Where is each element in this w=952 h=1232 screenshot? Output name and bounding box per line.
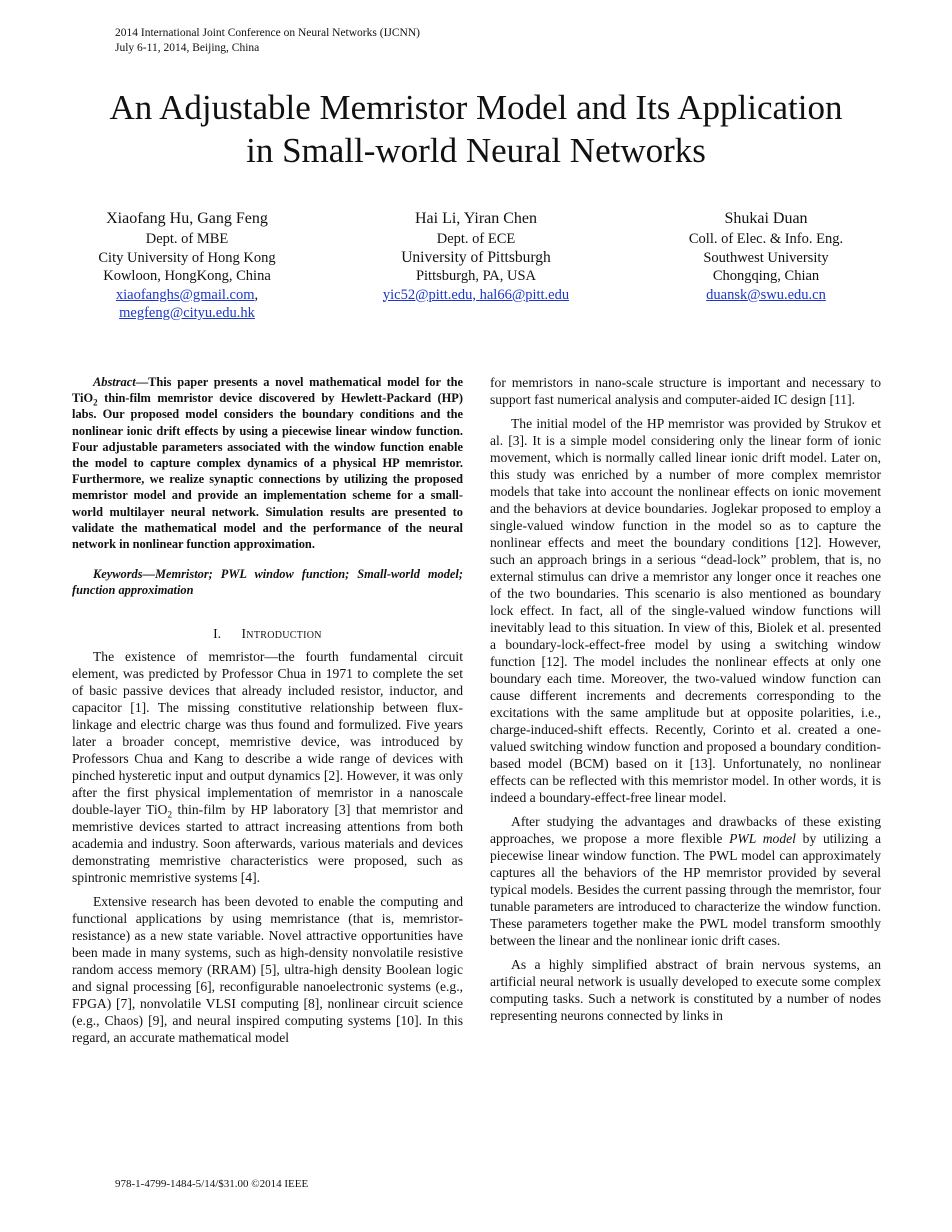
right-column: [490, 374, 881, 1031]
section-title: Introduction: [241, 625, 322, 641]
author-dept: Dept. of MBE: [145, 231, 229, 247]
paper-title: [40, 86, 912, 172]
author-email-link[interactable]: megfeng@cityu.edu.hk: [119, 305, 255, 321]
author-block-3: [644, 208, 888, 304]
abstract: [72, 374, 463, 552]
author-dept: Coll. of Elec. & Info. Eng.: [688, 231, 844, 247]
keywords: Keywords—Memristor; PWL window function; Small-world model; function approximation: [72, 567, 463, 598]
paragraph: [72, 648, 463, 886]
author-affiliation: University of Pittsburgh: [401, 248, 551, 266]
paragraph: [490, 813, 881, 949]
paragraph-text: The existence of memristor—the fourth fundamental circuit element, was predicted by Professor Chua in 1971 to complete the set of basic passive devices that already included resistor, inductor, and capacitor [1]. The missing constitutive relationship between flux-linkage and electric charge was thus found and formulized. Five years later a broader concept, memristive device, was introduced by Professors Chua and Kang to describe a wide range of devices with pinched hysteretic input and output dynamics [2]. However, it was only after the first physical implementation of memristor in a nanoscale double-layer TiO: [72, 648, 463, 817]
subscript: 2: [93, 397, 98, 408]
author-affiliation: Southwest University: [703, 249, 829, 266]
author-email-link[interactable]: yic52@pitt.edu, hal66@pitt.edu: [382, 286, 570, 303]
title-line-1: An Adjustable Memristor Model and Its Application: [109, 88, 843, 127]
left-column: [72, 374, 463, 1053]
author-block-1: [70, 208, 304, 323]
emphasis: PWL model: [729, 831, 796, 846]
paragraph: Extensive research has been devoted to enable the computing and functional applications by using memristance (that is, memristor-resistance) as a new state variable. Novel attractive opportunities have been made in many systems, such as high-density nonvolatile resistive random access memory (RRAM) [5], ultra-high density Boolean logic and signal processing [6], reconfigurable nanoelectronic systems (e.g., FPGA) [7], nonvolatile VLSI computing [8], nonlinear circuit science (e.g., Chaos) [9], and neural inspired computing systems [10]. In this regard, an accurate mathematical model: [72, 893, 463, 1045]
abstract-label: Abstract: [93, 375, 136, 389]
paragraph-text: by utilizing a piecewise linear window function. The PWL model can approximately captures all the behaviors of the HP memristor provided by several typical models. Besides the current passing through the memristor, four tunable parameters are introduced to characterize the window function. These parameters together make the PWL model transform smoothly between the linear and the nonlinear ionic drift cases.: [490, 831, 881, 948]
abstract-text: thin-film memristor device discovered by Hewlett-Packard (HP) labs. Our proposed model considers the boundary conditions and the nonlinear ionic drift effects by using a piecewise linear window function. Four adjustable parameters associated with the window function enable the model to capture complex dynamics of a physical HP memristor. Furthermore, we realize synaptic connections by utilizing the proposed memristor model and provide an implementation scheme for a small-world multilayer neural network. Simulation results are presented to validate the mathematical model and the performance of the neural network in nonlinear function approximation.: [72, 391, 463, 552]
paragraph: for memristors in nano-scale structure is important and necessary to support fast numerical analysis and computer-aided IC design [11].: [490, 375, 881, 407]
abstract-text: This paper presents a novel mathematical model for the TiO: [72, 375, 463, 406]
author-location: Chongqing, Chian: [712, 268, 820, 284]
author-affiliation: City University of Hong Kong: [98, 249, 276, 266]
author-dept: Dept. of ECE: [436, 231, 516, 247]
subscript: 2: [167, 809, 172, 820]
section-heading: [72, 625, 463, 642]
author-email-link[interactable]: duansk@swu.edu.cn: [706, 286, 826, 303]
email-separator: ,: [254, 286, 259, 303]
copyright-footer: 978-1-4799-1484-5/14/$31.00 ©2014 IEEE: [115, 1178, 309, 1190]
abstract-dash: —: [135, 375, 149, 389]
paragraph-text: After studying the advantages and drawbacks of these existing approaches, we propose a more flexible: [490, 814, 881, 846]
section-number: I.: [213, 625, 222, 641]
author-location: Kowloon, HongKong, China: [103, 268, 271, 284]
author-location: Pittsburgh, PA, USA: [415, 268, 537, 284]
author-names: Hai Li, Yiran Chen: [414, 210, 538, 227]
author-names: Xiaofang Hu, Gang Feng: [106, 210, 268, 227]
paragraph: As a highly simplified abstract of brain nervous systems, an artificial neural network is usually developed to execute some complex computing tasks. Such a network is constituted by a number of nodes representing neurons connected by links in: [490, 957, 881, 1023]
title-line-2: in Small-world Neural Networks: [246, 131, 706, 170]
author-email-link[interactable]: xiaofanghs@gmail.com: [115, 286, 255, 303]
paragraph: The initial model of the HP memristor was provided by Strukov et al. [3]. It is a simple model considering only the linear form of ionic movement, which is normally called linear ionic drift model. Later on, this study was enriched by a number of more complex memristor models that take into account the nonlinear effects on ionic movement and the behaviors at device boundaries. Joglekar proposed to employ a single-valued window function in the model so as to capture the nonlinear effects and meet the boundary conditions [12]. However, such an approach brings in a serious “dead-lock” problem, that is, no external stimulus can drive a memristor any longer once it reaches one of the two boundaries. This scenario is also mentioned as boundary lock effect. In fact, all of the single-valued window functions will inevitably lead to this situation. In view of this, Biolek et al. presented a boundary-lock-effect-free model by using a switching window function [12]. The model includes the nonlinear effects at only one boundary each time. Moreover, the two-valued window function can cause different increments and decrements corresponding to the excitations with the same amplitude but at opposite polarities, i.e., charge-induced-shift effects. Recently, Corinto et al. created a one-valued switching window function and proposed a boundary condition-based model (BCM) based on it [13]. Unfortunately, no nonlinear effects can be reflected with this memristor model. In other words, it is indeed a boundary-effect-free linear model.: [490, 416, 881, 805]
conference-name: 2014 International Joint Conference on Neural Networks (IJCNN): [115, 27, 420, 39]
author-names: Shukai Duan: [724, 210, 808, 227]
conference-dates: July 6-11, 2014, Beijing, China: [115, 42, 260, 54]
conference-header: [115, 26, 420, 56]
paragraph-text: thin-film by HP laboratory [3] that memristor and memristive devices started to attract increasing attentions from both academia and industry. Soon afterwards, various materials and devices demonstrating memristive characteristics were proposed, such as spintronic memristive systems [4].: [72, 801, 463, 885]
author-block-2: [352, 208, 600, 304]
